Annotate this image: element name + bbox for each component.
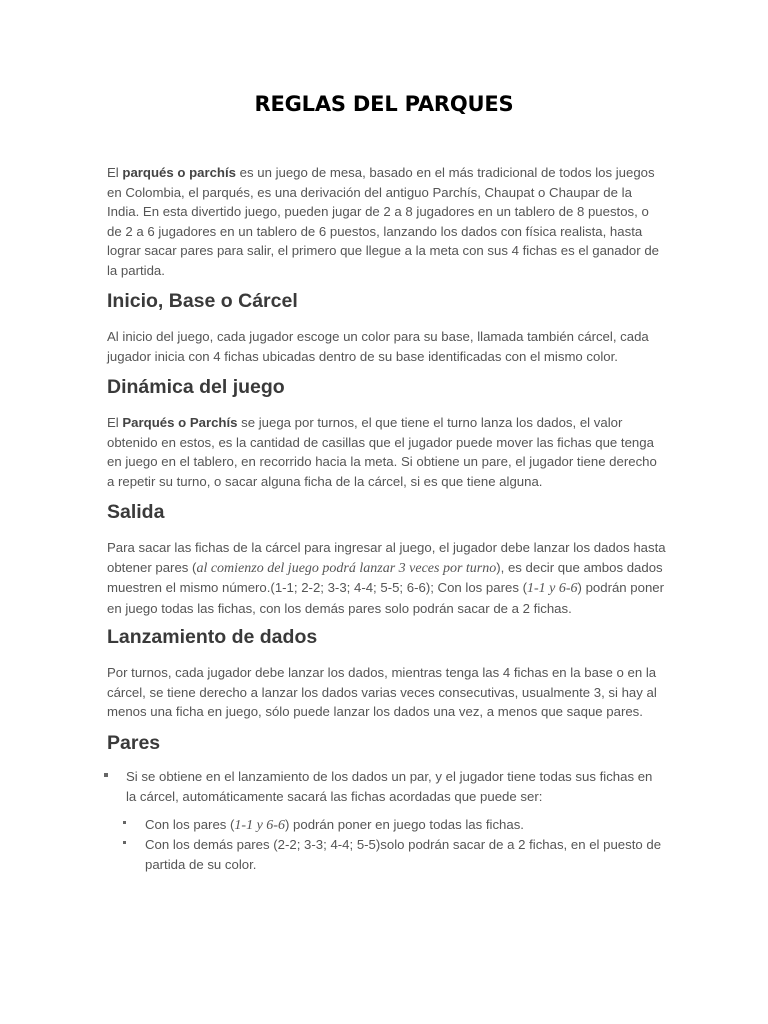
dinamica-bold: Parqués o Parchís (122, 415, 238, 430)
heading-pares: Pares (107, 732, 161, 754)
salida-part3: ) podrán poner en juego todas las fichas, con los demás pares solo podrán sacar de a 2 fichas. (107, 580, 665, 616)
paragraph-lanzamiento: Por turnos, cada jugador debe lanzar los dados, mientras tenga las 4 fichas en la base o en la cárcel, se tiene derecho a lanzar los dados varias veces consecutivas, usualmente 3, si hay al menos una ficha en juego, sólo puede lanzar los dados una vez, a menos que saque pares. (107, 665, 657, 719)
paragraph-dinamica (107, 413, 667, 491)
intro-bold: parqués o parchís (122, 165, 236, 180)
dinamica-pre: El (107, 415, 123, 430)
sub1-pre: Con los pares ( (145, 817, 235, 832)
sub-bullet-square-icon (123, 821, 126, 824)
heading-lanzamiento: Lanzamiento de dados (107, 626, 318, 648)
sub-bullet-item-1 (145, 815, 665, 836)
sub-bullet-square-icon (123, 841, 126, 844)
heading-salida: Salida (107, 501, 165, 523)
sub1-italic: 1-1 y 6-6 (234, 818, 285, 833)
intro-paragraph (107, 163, 667, 280)
salida-part2: ), es decir que ambos dados muestren el mismo número.(1-1; 2-2; 3-3; 4-4; 5-5; 6-6); Con los pares ( (107, 559, 663, 595)
heading-dinamica: Dinámica del juego (107, 376, 285, 398)
heading-inicio: Inicio, Base o Cárcel (107, 290, 298, 312)
bullet-square-icon (104, 773, 108, 777)
bullet-item-1: Si se obtiene en el lanzamiento de los dados un par, y el jugador tiene todas sus fichas en la cárcel, automáticamente sacará las fichas acordadas que puede ser: (126, 769, 653, 804)
intro-pre: El (107, 165, 123, 180)
intro-post: es un juego de mesa, basado en el más tradicional de todos los juegos en Colombia, el parqués, es una derivación del antiguo Parchís, Chaupat o Chaupar de la India. En esta divertido juego, pueden jugar de 2 a 8 jugadores en un tablero de 8 puestos, o de 2 a 6 jugadores en un tablero de 6 puestos, lanzando los dados con física realista, hasta lograr sacar pares para salir, el primero que llegue a la meta con sus 4 fichas es el ganador de la partida. (107, 165, 659, 278)
sub-bullet-item-2: Con los demás pares (2-2; 3-3; 4-4; 5-5)solo podrán sacar de a 2 fichas, en el puesto de partida de su color. (145, 837, 662, 872)
paragraph-inicio: Al inicio del juego, cada jugador escoge un color para su base, llamada también cárcel, cada jugador inicia con 4 fichas ubicadas dentro de su base identificadas con el mismo color. (107, 329, 649, 364)
dinamica-post: se juega por turnos, el que tiene el turno lanza los dados, el valor obtenido en estos, es la cantidad de casillas que el jugador puede mover las fichas que tenga en juego en el tablero, en recorrido hacia la meta. Si obtiene un pare, el jugador tiene derecho a repetir su turno, o sacar alguna ficha de la cárcel, si es que tiene alguna. (107, 415, 657, 489)
salida-part1: Para sacar las fichas de la cárcel para ingresar al juego, el jugador debe lanzar los dados hasta obtener pares ( (107, 540, 666, 575)
sub1-post: ) podrán poner en juego todas las fichas. (284, 817, 524, 832)
paragraph-salida (107, 538, 667, 618)
salida-italic1: al comienzo del juego podrá lanzar 3 veces por turno (196, 560, 497, 576)
salida-italic2: 1-1 y 6-6 (526, 581, 578, 596)
document-title: REGLAS DEL PARQUES (254, 92, 514, 116)
